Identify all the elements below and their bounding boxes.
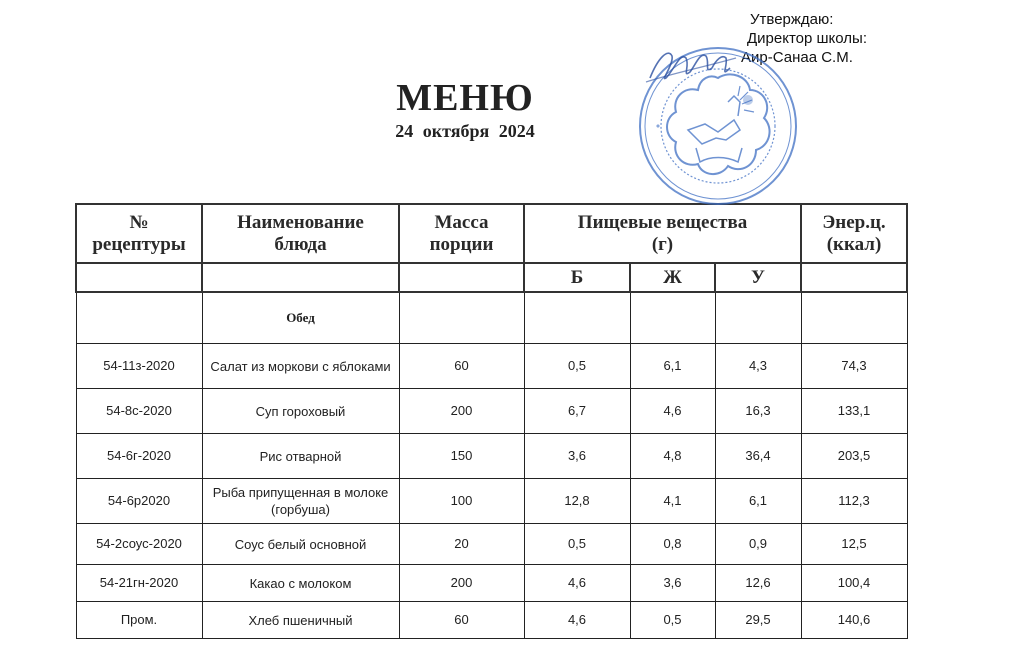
protein-cell: 6,7 (524, 389, 630, 434)
section-empty-cell (630, 292, 715, 344)
subheader-empty-cell (399, 263, 524, 292)
column-header-nutrients: Пищевые вещества (г) (524, 204, 801, 263)
column-header-energy: Энер.ц. (ккал) (801, 204, 907, 263)
fat-cell: 4,6 (630, 389, 715, 434)
approval-line-approve: Утверждаю: (750, 11, 834, 28)
table-subheader-row (76, 263, 907, 292)
energy-cell: 12,5 (801, 524, 907, 565)
recipe-cell: 54-6р2020 (76, 479, 202, 524)
dish-name-cell: Какао с молоком (202, 565, 399, 602)
energy-cell: 112,3 (801, 479, 907, 524)
fat-cell: 3,6 (630, 565, 715, 602)
protein-cell: 0,5 (524, 344, 630, 389)
recipe-cell: 54-6г-2020 (76, 434, 202, 479)
fat-cell: 0,8 (630, 524, 715, 565)
subheader-fat: Ж (630, 263, 715, 292)
section-empty-cell (399, 292, 524, 344)
table-row (76, 344, 907, 389)
energy-cell: 140,6 (801, 602, 907, 639)
mass-cell: 60 (399, 344, 524, 389)
column-header-recipe-no: № рецептуры (76, 204, 202, 263)
recipe-cell: 54-21гн-2020 (76, 565, 202, 602)
table-row (76, 602, 907, 639)
carbs-cell: 16,3 (715, 389, 801, 434)
subheader-protein: Б (524, 263, 630, 292)
protein-cell: 4,6 (524, 602, 630, 639)
table-row (76, 479, 907, 524)
dish-name-cell: Хлеб пшеничный (202, 602, 399, 639)
energy-cell: 100,4 (801, 565, 907, 602)
carbs-cell: 36,4 (715, 434, 801, 479)
carbs-cell: 29,5 (715, 602, 801, 639)
section-empty-cell (524, 292, 630, 344)
energy-cell: 74,3 (801, 344, 907, 389)
energy-cell: 133,1 (801, 389, 907, 434)
signature-icon (640, 38, 740, 93)
carbs-cell: 4,3 (715, 344, 801, 389)
section-empty-cell (76, 292, 202, 344)
subheader-carbs: У (715, 263, 801, 292)
page-title: МЕНЮ (396, 77, 534, 119)
table-header-row (76, 204, 907, 263)
mass-cell: 200 (399, 565, 524, 602)
subheader-empty-cell (76, 263, 202, 292)
dish-name-cell: Салат из моркови с яблоками (202, 344, 399, 389)
approval-line-name: Аир-Санаа С.М. (741, 49, 853, 66)
table-row (76, 565, 907, 602)
subheader-empty-cell (202, 263, 399, 292)
recipe-cell: Пром. (76, 602, 202, 639)
protein-cell: 4,6 (524, 565, 630, 602)
column-header-dish-name: Наименование блюда (202, 204, 399, 263)
section-empty-cell (801, 292, 907, 344)
fat-cell: 4,1 (630, 479, 715, 524)
energy-cell: 203,5 (801, 434, 907, 479)
recipe-cell: 54-11з-2020 (76, 344, 202, 389)
section-label: Обед (202, 292, 399, 344)
dish-name-cell: Рыба припущенная в молоке (горбуша) (202, 479, 399, 524)
mass-cell: 200 (399, 389, 524, 434)
protein-cell: 12,8 (524, 479, 630, 524)
menu-date: 24 октября 2024 (395, 121, 535, 141)
fat-cell: 4,8 (630, 434, 715, 479)
recipe-cell: 54-2соус-2020 (76, 524, 202, 565)
carbs-cell: 12,6 (715, 565, 801, 602)
table-row (76, 389, 907, 434)
carbs-cell: 0,9 (715, 524, 801, 565)
protein-cell: 3,6 (524, 434, 630, 479)
dish-name-cell: Рис отварной (202, 434, 399, 479)
table-row (76, 524, 907, 565)
mass-cell: 60 (399, 602, 524, 639)
dish-name-cell: Суп гороховый (202, 389, 399, 434)
fat-cell: 0,5 (630, 602, 715, 639)
approval-line-position: Директор школы: (747, 30, 867, 47)
section-empty-cell (715, 292, 801, 344)
mass-cell: 150 (399, 434, 524, 479)
column-header-portion-mass: Масса порции (399, 204, 524, 263)
subheader-empty-cell (801, 263, 907, 292)
recipe-cell: 54-8с-2020 (76, 389, 202, 434)
approval-block (738, 10, 918, 67)
mass-cell: 100 (399, 479, 524, 524)
section-row (76, 292, 907, 344)
school-seal-icon (630, 40, 820, 220)
table-row (76, 434, 907, 479)
carbs-cell: 6,1 (715, 479, 801, 524)
dish-name-cell: Соус белый основной (202, 524, 399, 565)
protein-cell: 0,5 (524, 524, 630, 565)
fat-cell: 6,1 (630, 344, 715, 389)
mass-cell: 20 (399, 524, 524, 565)
menu-table (75, 203, 908, 639)
